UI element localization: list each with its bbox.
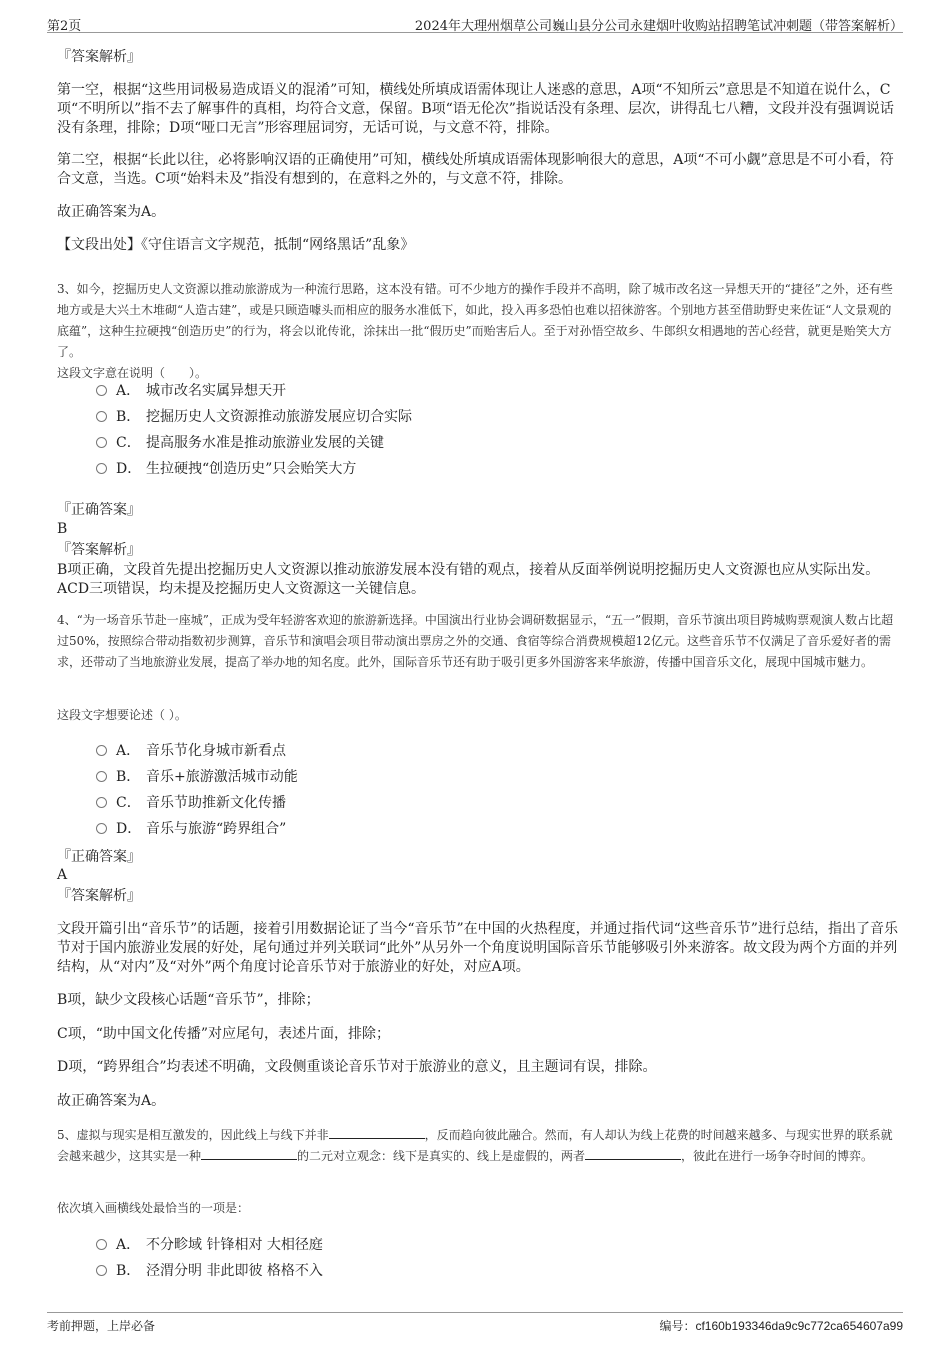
option-d[interactable]: D． 音乐与旅游“跨界组合”	[96, 819, 286, 839]
radio-icon[interactable]	[96, 411, 107, 422]
option-a[interactable]: A． 城市改名实属异想天开	[96, 381, 286, 401]
option-c[interactable]: C． 音乐节助推新文化传播	[96, 793, 286, 813]
option-b[interactable]: B． 泾渭分明 非此即彼 格格不入	[96, 1261, 323, 1281]
radio-icon[interactable]	[96, 1265, 107, 1276]
radio-icon[interactable]	[96, 823, 107, 834]
option-b[interactable]: B． 挖掘历史人文资源推动旅游发展应切合实际	[96, 407, 412, 427]
analysis-label: 『答案解析』	[57, 49, 141, 65]
radio-icon[interactable]	[96, 745, 107, 756]
option-c[interactable]: C． 提高服务水准是推动旅游业发展的关键	[96, 433, 384, 453]
radio-icon[interactable]	[96, 385, 107, 396]
analysis-label: 『答案解析』	[57, 542, 141, 558]
option-d[interactable]: D． 生拉硬拽“创造历史”只会贻笑大方	[96, 459, 356, 479]
analysis-paragraph: 文段开篇引出“音乐节”的话题，接着引用数据论证了当今“音乐节”在中国的火热程度，并通过指代词“这些音乐节”进行总结，指出了音乐节对于国内旅游业发展的好处，尾句通过并列关联词“此外”从另外一个角度说明国际音乐节能够吸引外来游客。故文段为两个方面的并列结构，从“对内”及“对外”两个角度讨论音乐节对于旅游业的好处，对应A项。	[57, 921, 898, 975]
radio-icon[interactable]	[96, 771, 107, 782]
radio-icon[interactable]	[96, 463, 107, 474]
footer-slogan: 考前押题，上岸必备	[47, 1319, 156, 1333]
radio-icon[interactable]	[96, 1239, 107, 1250]
radio-icon[interactable]	[96, 437, 107, 448]
radio-icon[interactable]	[96, 797, 107, 808]
page-number: 第2页	[47, 19, 82, 34]
option-b[interactable]: B． 音乐+旅游激活城市动能	[96, 767, 298, 787]
answer-conclusion: 故正确答案为A。	[57, 1093, 166, 1109]
question-stem: 4、“为一场音乐节赴一座城”，正成为受年轻游客欢迎的旅游新选择。中国演出行业协会调研数据显示，“五一”假期，音乐节演出项目跨城购票观演人数占比超过50%，按照综合带动指数初步测算，音乐节和演唱会项目带动演出票房之外的交通、食宿等综合消费规模超12亿元。这些音乐节不仅满足了音乐爱好者的需求，还带动了当地旅游业发展，提高了举办地的知名度。此外，国际音乐节还有助于吸引更多外国游客来华旅游，传播中国音乐文化，展现中国城市魅力。	[57, 613, 894, 669]
question-stem: 5、虚拟与现实是相互激发的，因此线上与线下并非 ，反而趋向彼此融合。然而，有人却认为线上花费的时间越来越多、与现实世界的联系就会越来越少，这其实是一种 的二元对立观念：线下是真实的、线上是虚假的，两者 ，彼此在进行一场争夺时间的博弈。	[57, 1125, 903, 1167]
document-title: 2024年大理州烟草公司巍山县分公司永建烟叶收购站招聘笔试冲刺题（带答案解析）	[414, 19, 903, 34]
analysis-paragraph: 第二空，根据“长此以往，必将影响汉语的正确使用”可知，横线处所填成语需体现影响很大的意思，A项“不可小觑”意思是不可小看，符合文意，当选。C项“始料未及”指没有想到的，在意料之外的，与文意不符，排除。	[57, 152, 894, 187]
blank-line	[585, 1146, 681, 1160]
question-prompt: 依次填入画横线处最恰当的一项是：	[57, 1201, 250, 1215]
option-a[interactable]: A． 不分畛域 针锋相对 大相径庭	[96, 1235, 323, 1255]
question-prompt: 这段文字意在说明（ ）。	[57, 366, 208, 380]
answer-label: 『正确答案』	[57, 849, 141, 865]
analysis-paragraph: D项，“跨界组合”均表述不明确，文段侧重谈论音乐节对于旅游业的意义，且主题词有误，排除。	[57, 1059, 657, 1075]
blank-line	[201, 1146, 297, 1160]
page-header	[47, 12, 903, 33]
blank-line	[329, 1125, 425, 1139]
analysis-label: 『答案解析』	[57, 888, 141, 904]
question-stem: 3、如今，挖掘历史人文资源以推动旅游成为一种流行思路，这本没有错。可不少地方的操作手段并不高明，除了城市改名这一异想天开的“捷径”之外，还有些地方或是大兴土木堆砌“人造古建”，或是只顾造噱头而相应的服务水准低下，如此，投入再多恐怕也难以招徕游客。个别地方甚至借助野史来佐证“人文景观的底蕴”，这种生拉硬拽“创造历史”的行为，将会以讹传讹，涂抹出一批“假历史”而贻害后人。至于对孙悟空故乡、牛郎织女相遇地的苦心经营，就更是贻笑大方了。	[57, 282, 893, 359]
source-citation: 【文段出处】《守住语言文字规范，抵制“网络黑话”乱象》	[57, 237, 415, 253]
correct-answer: A	[57, 867, 68, 883]
analysis-paragraph: 第一空，根据“这些用词极易造成语义的混淆”可知，横线处所填成语需体现让人迷惑的意思，A项“不知所云”意思是不知道在说什么，C项“不明所以”指不去了解事件的真相，均符合文意，保留。B项“语无伦次”指说话没有条理、层次，讲得乱七八糟，文段并没有强调说话没有条理，排除；D项“哑口无言”形容理屈词穷，无话可说，与文意不符，排除。	[57, 82, 894, 136]
document-id: 编号：cf160b193346da9c9c772ca654607a99	[659, 1319, 903, 1333]
option-a[interactable]: A． 音乐节化身城市新看点	[96, 741, 286, 761]
correct-answer: B	[57, 521, 68, 537]
question-prompt: 这段文字想要论述（ ）。	[57, 708, 187, 722]
answer-label: 『正确答案』	[57, 502, 141, 518]
analysis-paragraph: C项，“助中国文化传播”对应尾句，表述片面，排除；	[57, 1026, 391, 1042]
analysis-paragraph: B项，缺少文段核心话题“音乐节”，排除；	[57, 992, 320, 1008]
analysis-paragraph: B项正确，文段首先提出挖掘历史人文资源以推动旅游发展本没有错的观点，接着从反面举例说明挖掘历史人文资源也应从实际出发。ACD三项错误，均未提及挖掘历史人文资源这一关键信息。	[57, 562, 880, 597]
answer-conclusion: 故正确答案为A。	[57, 204, 166, 220]
page-footer	[47, 1312, 903, 1341]
